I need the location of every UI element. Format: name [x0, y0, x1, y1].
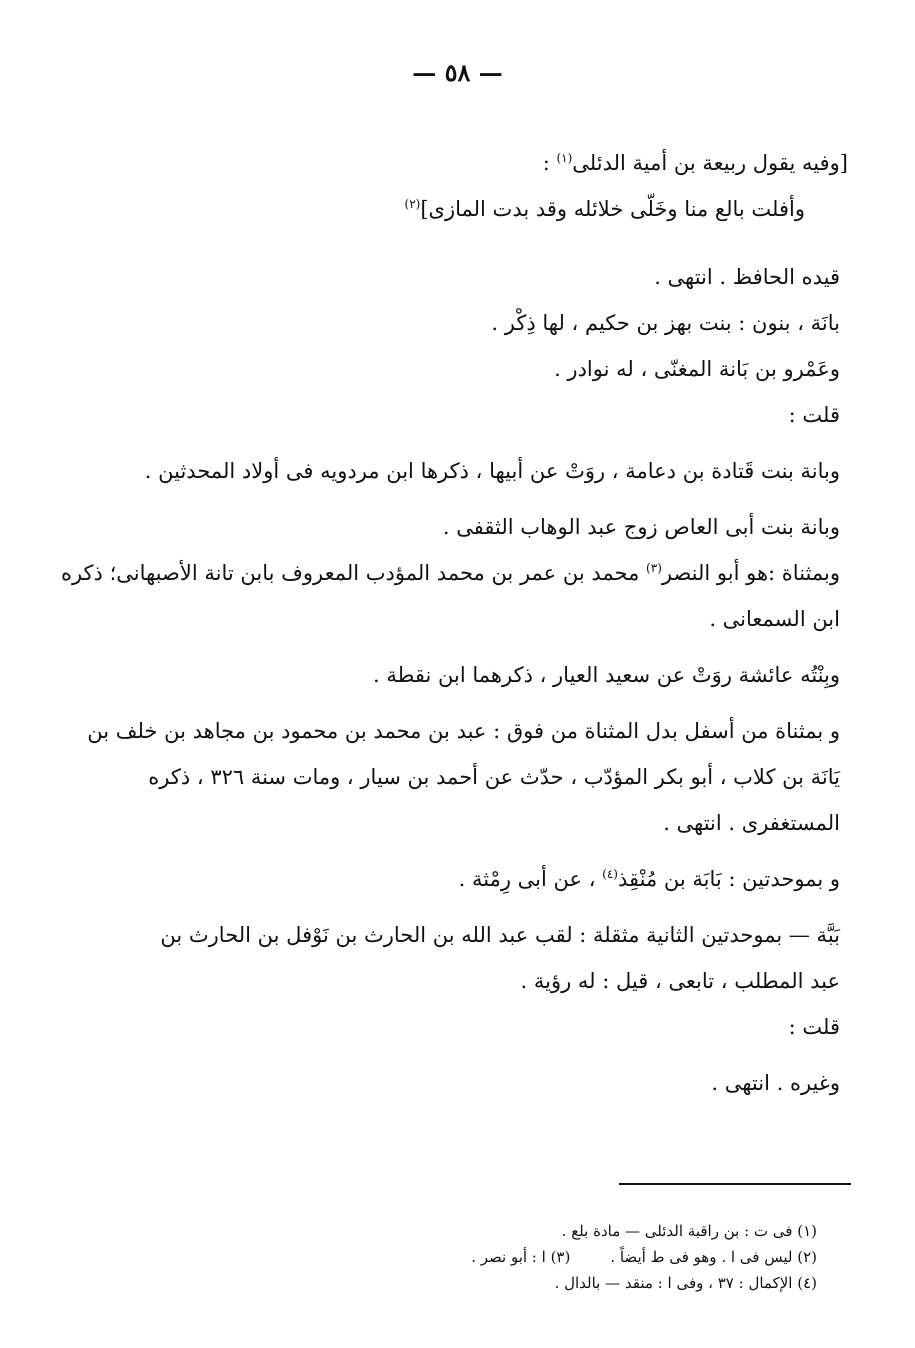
text-line: يَانَة بن كلاب ، أبو بكر المؤدّب ، حدّث عن أحمد بن سيار ، ومات سنة ٣٢٦ ، ذكره: [148, 765, 840, 789]
text-line: وعَمْرو بن بَانة المغنّى ، له نوادر .: [554, 357, 840, 381]
text-line: وبِنْتُه عائشة روَتْ عن سعيد العيار ، ذكرهما ابن نقطة .: [373, 663, 840, 687]
text-line: عبد المطلب ، تابعى ، قيل : له رؤية .: [520, 969, 840, 993]
text-line: قلت :: [788, 403, 840, 427]
footnote: (٤) الإكمال : ٣٧ ، وفى ا : منقد — بالدال .: [554, 1274, 817, 1292]
text-line: و بمثناة من أسفل بدل المثناة من فوق : عبد بن محمد بن محمود بن مجاهد بن خلف بن: [87, 719, 840, 743]
text-line: بانَة ، بنون : بنت بهز بن حكيم ، لها ذِكْر .: [491, 311, 840, 335]
text-line: وبمثناة :هو أبو النصر$^{(٣)}$ محمد بن عمر بن محمد المؤدب المعروف بابن تانة الأصبهانى؛ ذكره: [60, 561, 840, 585]
page-number: — ٥٨ —: [412, 58, 503, 87]
footnote-divider: [619, 1183, 851, 1185]
footnote: [137, 1244, 817, 1270]
text-line: المستغفرى . انتهى .: [663, 811, 840, 835]
footnote-ref: (٣): [646, 561, 662, 575]
footnotes: [137, 1218, 817, 1296]
text-line: قيده الحافظ . انتهى .: [654, 265, 840, 289]
text-line: ابن السمعانى .: [709, 607, 840, 631]
text-line: وبانة بنت قَتادة بن دعامة ، روَتْ عن أبيها ، ذكرها ابن مردويه فى أولاد المحدثين .: [144, 459, 840, 483]
footnote-ref: (٢): [404, 197, 421, 211]
text-line: وبانة بنت أبى العاص زوج عبد الوهاب الثقفى .: [442, 515, 840, 539]
text-line: و بموحدتين : بَابَة بن مُنْقِذ$^{(٤)}$ ، عن أبى رِمْثة .: [458, 867, 840, 891]
text-line: وغيره . انتهى .: [711, 1071, 840, 1095]
footnote: (١) فى ت : بن راقبة الدئلى — مادة بلع .: [561, 1222, 817, 1240]
footnote: (٢) ليس فى ا . وهو فى ط أيضاً .: [610, 1248, 817, 1266]
main-text: [60, 140, 848, 1106]
text-line: [وفيه يقول ربيعة بن أمية الدئلى$^{(١)}$ :: [542, 151, 848, 175]
footnote-ref: (١): [556, 151, 573, 165]
verse-line: وأفلت بالع منا وخَلّى خلائله وقد بدت المازى]$^{(٢)}$: [404, 197, 805, 221]
text-line: بَبَّة — بموحدتين الثانية مثقلة : لقب عبد الله بن الحارث بن نَوْفل بن الحارث بن: [160, 923, 840, 947]
footnote-ref: (٤): [602, 867, 618, 881]
text-line: قلت :: [788, 1015, 840, 1039]
footnote: (٣) ا : أبو نصر .: [471, 1248, 571, 1266]
